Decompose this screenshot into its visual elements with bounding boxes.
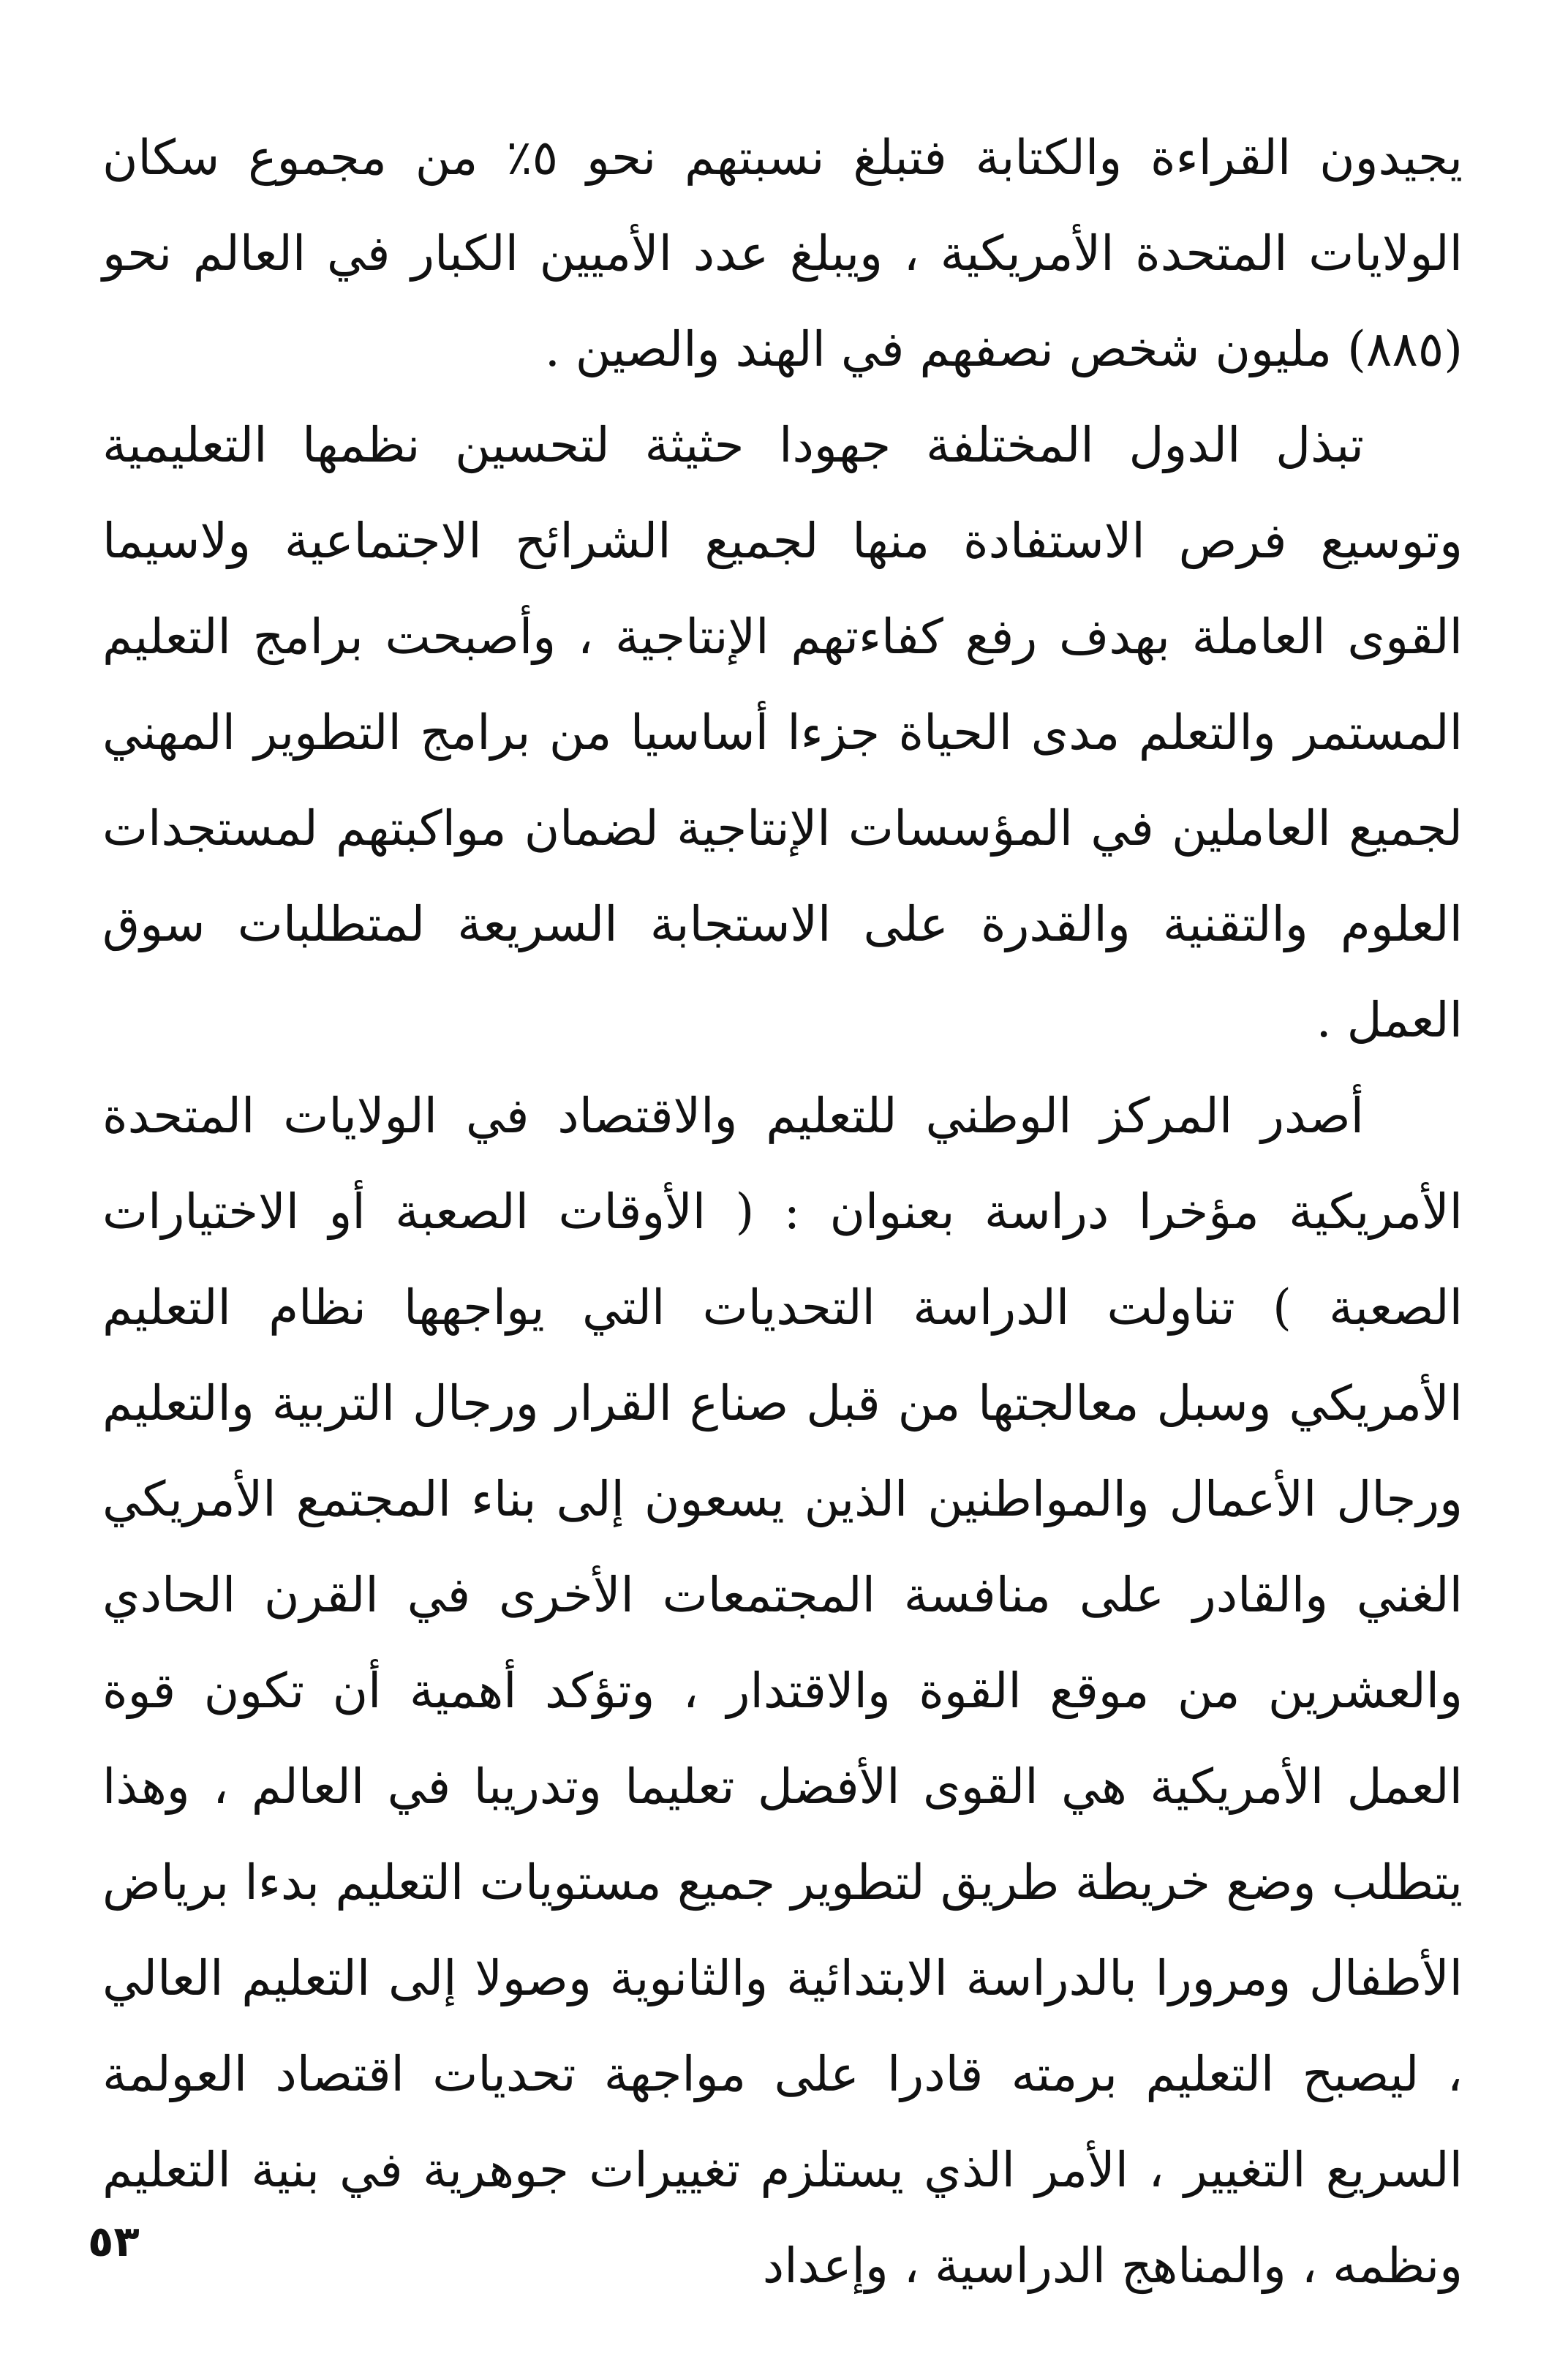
paragraph-literacy-stats: يجيدون القراءة والكتابة فتبلغ نسبتهم نحو ٥٪ من مجموع سكان الولايات المتحدة الأمريكية ، ويبلغ عدد الأميين الكبار في العالم نحو (٨٨٥) مليون شخص نصفهم في الهند والصين . [102, 129, 1463, 377]
page-number: ٥٣ [88, 2216, 140, 2266]
paragraph-education-systems: تبذل الدول المختلفة جهودا حثيثة لتحسين نظمها التعليمية وتوسيع فرص الاستفادة منها لجميع الشرائح الاجتماعية ولاسيما القوى العاملة بهدف رفع كفاءتهم الإنتاجية ، وأصبحت برامج التعليم المستمر والتعلم مدى الحياة جزءا أساسيا من برامج التطوير المهني لجميع العاملين في المؤسسات الإنتاجية لضمان مواكبتهم لمستجدات العلوم والتقنية والقدرة على الاستجابة السريعة لمتطلبات سوق العمل . [102, 417, 1463, 1048]
paragraph-national-center-study: أصدر المركز الوطني للتعليم والاقتصاد في الولايات المتحدة الأمريكية مؤخرا دراسة بعنوان : ( الأوقات الصعبة أو الاختيارات الصعبة ) تناولت الدراسة التحديات التي يواجهها نظام التعليم الأمريكي وسبل معالجتها من قبل صناع القرار ورجال التربية والتعليم ورجال الأعمال والمواطنين الذين يسعون إلى بناء المجتمع الأمريكي الغني والقادر على منافسة المجتمعات الأخرى في القرن الحادي والعشرين من موقع القوة والاقتدار ، وتؤكد أهمية أن تكون قوة العمل الأمريكية هي القوى الأفضل تعليما وتدريبا في العالم ، وهذا يتطلب وضع خريطة طريق لتطوير جميع مستويات التعليم بدءا برياض الأطفال ومرورا بالدراسة الابتدائية والثانوية وصولا إلى التعليم العالي ، ليصبح التعليم برمته قادرا على مواجهة تحديات اقتصاد العولمة السريع التغيير ، الأمر الذي يستلزم تغييرات جوهرية في بنية التعليم ونظمه ، والمناهج الدراسية ، وإعداد [102, 1088, 1463, 2294]
body-text [102, 110, 1463, 2314]
